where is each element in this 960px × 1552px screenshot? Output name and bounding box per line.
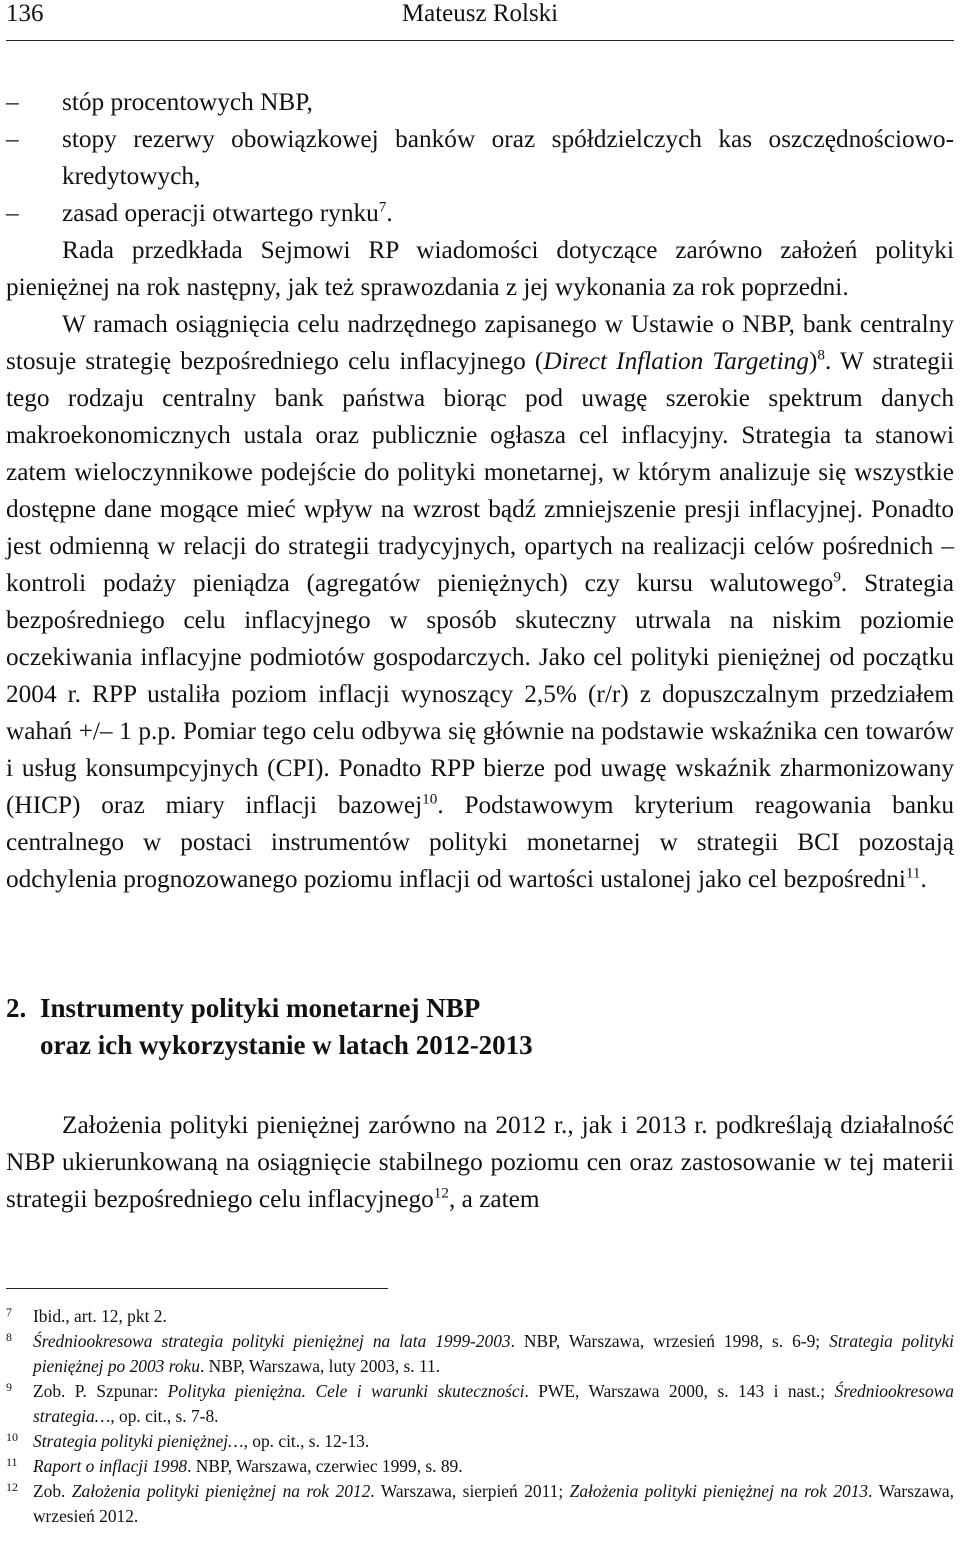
list-item-text: zasad operacji otwartego rynku bbox=[62, 199, 379, 227]
paragraph: Założenia polityki pieniężnej zarówno na 2012 r., jak i 2013 r. podkreślają działalność NBP ukierunkowaną na osiągnięcie stabilnego poziomu cen oraz zastosowanie w tej materii strategii bezpośredniego celu inflacyjnego$^{12}$, a zatem bbox=[6, 1111, 954, 1213]
footnote-text: Raport o inflacji 1998 bbox=[33, 1456, 188, 1476]
list-item bbox=[6, 121, 954, 195]
list-dash: – bbox=[6, 199, 19, 227]
footnote-text: Strategia polityki pieniężnej… bbox=[33, 1431, 244, 1451]
footnote bbox=[6, 1329, 954, 1379]
main-text bbox=[6, 84, 954, 1218]
list-item-text: stopy rezerwy obowiązkowej banków oraz spółdzielczych kas oszczędnościowo-kredytowych, bbox=[62, 125, 954, 190]
footnote-text: Założenia polityki pieniężnej na rok 2013 bbox=[569, 1481, 869, 1501]
footnote-ref: 11 bbox=[905, 864, 921, 882]
footnote-ref: 12 bbox=[433, 1184, 449, 1202]
footnote-text: Zob. bbox=[33, 1481, 72, 1501]
footnote-text: . PWE, Warszawa 2000, s. 143 i nast.; bbox=[524, 1381, 835, 1401]
footnote bbox=[6, 1454, 954, 1479]
footnote-ref: 7 bbox=[378, 198, 387, 216]
footnote-number: 7 bbox=[6, 1305, 12, 1319]
footnote bbox=[6, 1304, 954, 1329]
section-title-line: oraz ich wykorzystanie w latach 2012-2013 bbox=[40, 1030, 533, 1060]
list-item-text: stóp procentowych NBP, bbox=[62, 88, 313, 116]
footnote-number: 8 bbox=[6, 1330, 12, 1344]
footnote bbox=[6, 1379, 954, 1429]
paragraph: W ramach osiągnięcia celu nadrzędnego zapisanego w Ustawie o NBP, bank centralny stosuje strategię bezpośredniego celu inflacyjnego (Direct Inflation Targeting)$^8$. W strategii tego rodzaju centralny bank państwa biorąc pod uwagę szerokie spektrum danych makroekonomicznych ustala oraz publicznie ogłasza cel inflacyjny. Strategia ta stanowi zatem wieloczynnikowe podejście do polityki monetarnej, w którym analizuje się wszystkie dostępne dane mogące mieć wpływ na wzrost bądź zmniejszenie presji inflacyjnej. Ponadto jest odmienną w relacji do strategii tradycyjnych, opartych na realizacji celów pośrednich – kontroli podaży pieniądza (agregatów pieniężnych) czy kursu walutowego$^9$. Strategia bezpośredniego celu inflacyjnego w sposób skuteczny utrwala na niskim poziomie oczekiwania inflacyjne podmiotów gospodarczych. Jako cel polityki pieniężnej od początku 2004 r. RPP ustaliła poziom inflacji wynoszący 2,5% (r/r) z dopuszczalnym przedziałem wahań +/– 1 p.p. Pomiar tego celu odbywa się głównie na podstawie wskaźnika cen towarów i usług konsumpcyjnych (CPI). Ponadto RPP bierze pod uwagę wskaźnik zharmonizowany (HICP) oraz miary inflacji bazowej$^{10}$. Podstawowym kryterium reagowania banku centralnego w postaci instrumentów polityki monetarnej w strategii BCI pozostają odchylenia prognozowanego poziomu inflacji od wartości ustalonej jako cel bezpośredni$^{11}$. bbox=[6, 310, 954, 893]
footnote-number: 11 bbox=[6, 1455, 18, 1469]
page-number: 136 bbox=[6, 0, 44, 27]
footnote-text: Zob. P. Szpunar: bbox=[33, 1381, 168, 1401]
paragraph: Rada przedkłada Sejmowi RP wiadomości dotyczące zarówno założeń polityki pieniężnej na rok następny, jak też sprawozdania z jej wykonania za rok poprzedni. bbox=[6, 236, 954, 301]
list-dash: – bbox=[6, 125, 19, 153]
footnote bbox=[6, 1429, 954, 1454]
footnotes bbox=[6, 1304, 954, 1529]
running-header bbox=[6, 0, 954, 41]
footnote bbox=[6, 1479, 954, 1529]
footnote-text: . NBP, Warszawa, wrzesień 1998, s. 6-9; bbox=[510, 1331, 830, 1351]
footnote-text: . Warszawa, sierpień 2011; bbox=[370, 1481, 570, 1501]
footnote-text: . NBP, Warszawa, luty 2003, s. 11. bbox=[199, 1356, 441, 1376]
footnote-ref: 8 bbox=[817, 346, 825, 364]
list-dash: – bbox=[6, 88, 19, 116]
footnote-number: 12 bbox=[6, 1480, 18, 1494]
footnote-rule bbox=[6, 1288, 388, 1289]
list-item bbox=[6, 84, 954, 121]
section-number: 2. bbox=[6, 993, 27, 1023]
list-item: – zasad operacji otwartego rynku$^7$. bbox=[6, 195, 954, 232]
footnote-number: 9 bbox=[6, 1380, 12, 1394]
footnote-text: Strategia polityki pieniężnej po 2003 roku bbox=[33, 1331, 954, 1376]
footnote-text: Średniookresowa strategia polityki pieniężnej na lata 1999-2003 bbox=[33, 1331, 511, 1351]
footnote-text: , op. cit., s. 12-13. bbox=[243, 1431, 370, 1451]
section-title-line: Instrumenty polityki monetarnej NBP bbox=[40, 993, 481, 1023]
footnote-text: . Warszawa, wrzesień 2012. bbox=[33, 1481, 954, 1526]
footnote-text: Ibid., art. 12, pkt 2. bbox=[33, 1306, 167, 1326]
footnote-number: 10 bbox=[6, 1430, 18, 1444]
section-heading bbox=[6, 990, 954, 1064]
footnote-text: Polityka pieniężna. Cele i warunki skuteczności bbox=[167, 1381, 525, 1401]
footnote-ref: 10 bbox=[422, 790, 438, 808]
footnote-text: Założenia polityki pieniężnej na rok 2012 bbox=[71, 1481, 371, 1501]
footnote-ref: 9 bbox=[833, 568, 841, 586]
footnote-text: . NBP, Warszawa, czerwiec 1999, s. 89. bbox=[187, 1456, 463, 1476]
footnote-text: Średniookresowa strategia… bbox=[33, 1381, 954, 1426]
running-head-author: Mateusz Rolski bbox=[401, 0, 559, 27]
footnote-text: , op. cit., s. 7-8. bbox=[110, 1406, 219, 1426]
